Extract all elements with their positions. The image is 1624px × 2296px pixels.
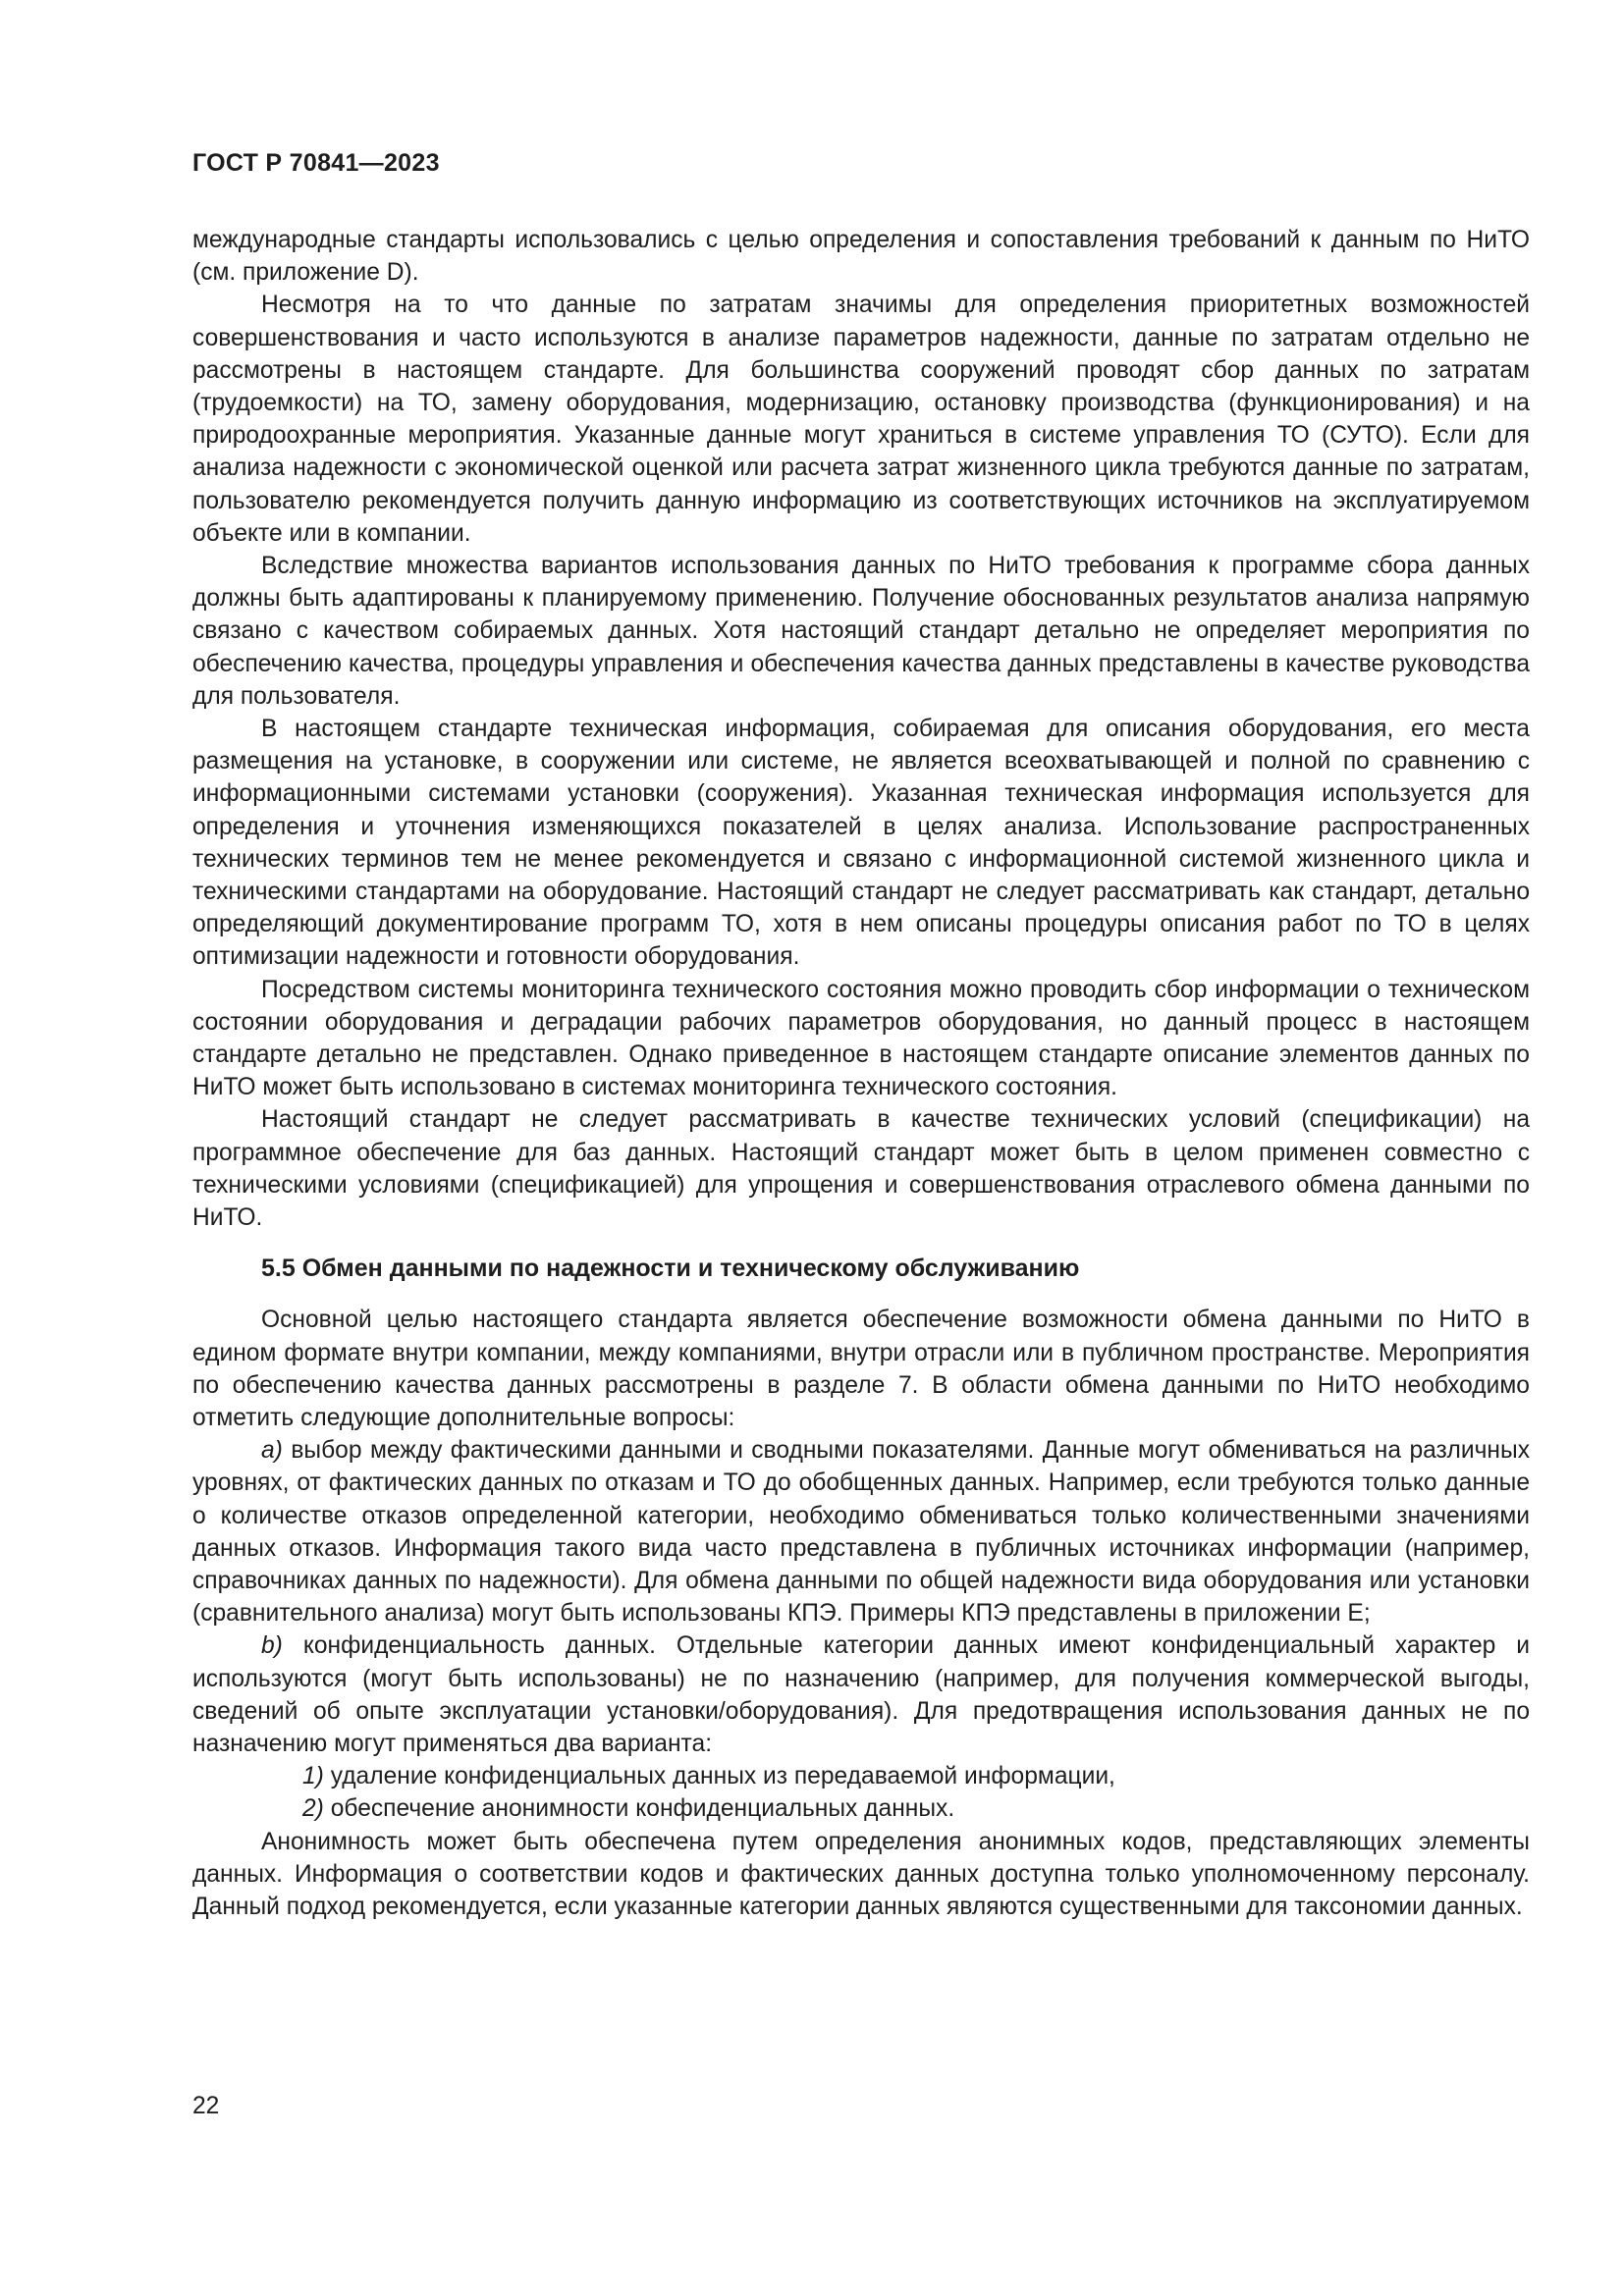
paragraph-cost-data: Несмотря на то что данные по затратам значимы для определения приоритетных возможностей совершенствования и часто используются в анализе параметров надежности, данные по затратам отдельно не рассмотрены в настоящем стандарте. Для большинства сооружений проводят сбор данных по затратам (трудоемкости) на ТО, замену оборудования, модернизацию, остановку производства (функционирования) и на природоохранные мероприятия. Указанные данные могут храниться в системе управления ТО (СУТО). Если для анализа надежности с экономической оценкой или расчета затрат жизненного цикла требуются данные по затратам, пользователю рекомендуется получить данную информацию из соответствующих источников на эксплуатируемом объекте или в компании.	[192, 292, 1530, 547]
sublist-marker-1: 1)	[302, 1763, 324, 1790]
paragraph-condition-monitoring: Посредством системы мониторинга технического состояния можно проводить сбор информации о техническом состоянии оборудования и деградации рабочих параметров оборудования, но данный процесс в настоящем стандарте детально не представлен. Однако приведенное в настоящем стандарте описание элементов данных по НиТО может быть использовано в системах мониторинга технического состояния.	[192, 976, 1530, 1101]
section-heading: 5.5 Обмен данными по надежности и техническому обслуживанию	[261, 1255, 1080, 1283]
list-item-a-text: выбор между фактическими данными и сводными показателями. Данные могут обмениваться на различных уровнях, от фактических данных по отказам и ТО до обобщенных данных. Например, если требуются только данные о количестве отказов определенной категории, необходимо обмениваться только количественными значениями данных отказов. Информация такого вида часто представлена в публичных источниках информации (например, справочниках данных по надежности). Для обмена данными по общей надежности вида оборудования или установки (сравнительного анализа) могут быть использованы КПЭ. Примеры КПЭ представлены в приложении Е;	[192, 1437, 1530, 1628]
paragraph-anonymity: Анонимность может быть обеспечена путем определения анонимных кодов, представляющих элементы данных. Информация о соответствии кодов и фактических данных доступна только уполномоченному персоналу. Данный подход рекомендуется, если указанные категории данных являются существенными для таксономии данных.	[192, 1828, 1530, 1920]
document-code-header: ГОСТ Р 70841—2023	[192, 149, 440, 177]
sublist-item-1	[192, 1760, 1530, 1792]
list-marker-b: b)	[261, 1632, 283, 1660]
paragraph-data-program: Вследствие множества вариантов использования данных по НиТО требования к программе сбора данных должны быть адаптированы к планируемому применению. Получение обоснованных результатов анализа напрямую связано с качеством собираемых данных. Хотя настоящий стандарт детально не определяет мероприятия по обеспечению качества, процедуры управления и обеспечения качества данных представлены в качестве руководства для пользователя.	[192, 553, 1530, 710]
list-item-b-text: конфиденциальность данных. Отдельные категории данных имеют конфиденциальный характер и используются (могут быть использованы) не по назначению (например, для получения коммерческой выгоды, сведений об опыте эксплуатации установки/оборудования). Для предотвращения использования данных не по назначению могут применяться два варианта:	[192, 1632, 1530, 1757]
list-item-b	[192, 1629, 1530, 1760]
list-marker-a: a)	[261, 1437, 283, 1465]
paragraph-technical-info: В настоящем стандарте техническая информация, собираемая для описания оборудования, его места размещения на установке, в сооружении или системе, не является всеохватывающей и полной по сравнению с информационными системами установки (сооружения). Указанная техническая информация используется для определения и уточнения изменяющихся показателей в целях анализа. Использование распространенных технических терминов тем не менее рекомендуется и связано с информационной системой жизненного цикла и техническими стандартами на оборудование. Настоящий стандарт не следует рассматривать как стандарт, детально определяющий документирование программ ТО, хотя в нем описаны процедуры описания работ по ТО в целях оптимизации надежности и готовности оборудования.	[192, 716, 1530, 971]
section-intro: Основной целью настоящего стандарта является обеспечение возможности обмена данными по НиТО в едином формате внутри компании, между компаниями, внутри отрасли или в публичном пространстве. Мероприятия по обеспечению качества данных рассмотрены в разделе 7. В области обмена данными по НиТО необходимо отметить следующие дополнительные вопросы:	[192, 1307, 1530, 1431]
sublist-marker-2: 2)	[302, 1795, 324, 1823]
sublist-item-1-text: удаление конфиденциальных данных из передаваемой информации,	[330, 1763, 1115, 1790]
sublist-item-2	[192, 1792, 1530, 1825]
paragraph-software-spec: Настоящий стандарт не следует рассматривать в качестве технических условий (спецификации) на программное обеспечение для баз данных. Настоящий стандарт может быть в целом применен совместно с техническими условиями (спецификацией) для упрощения и совершенствования отраслевого обмена данными по НиТО.	[192, 1106, 1530, 1232]
list-item-a	[192, 1434, 1530, 1629]
document-body	[192, 224, 1530, 1923]
sublist-item-2-text: обеспечение анонимности конфиденциальных данных.	[330, 1795, 955, 1823]
paragraph-continuation: международные стандарты использовались с целью определения и сопоставления требований к данным по НиТО (см. приложение D).	[192, 227, 1530, 287]
page-number: 22	[192, 2093, 220, 2119]
